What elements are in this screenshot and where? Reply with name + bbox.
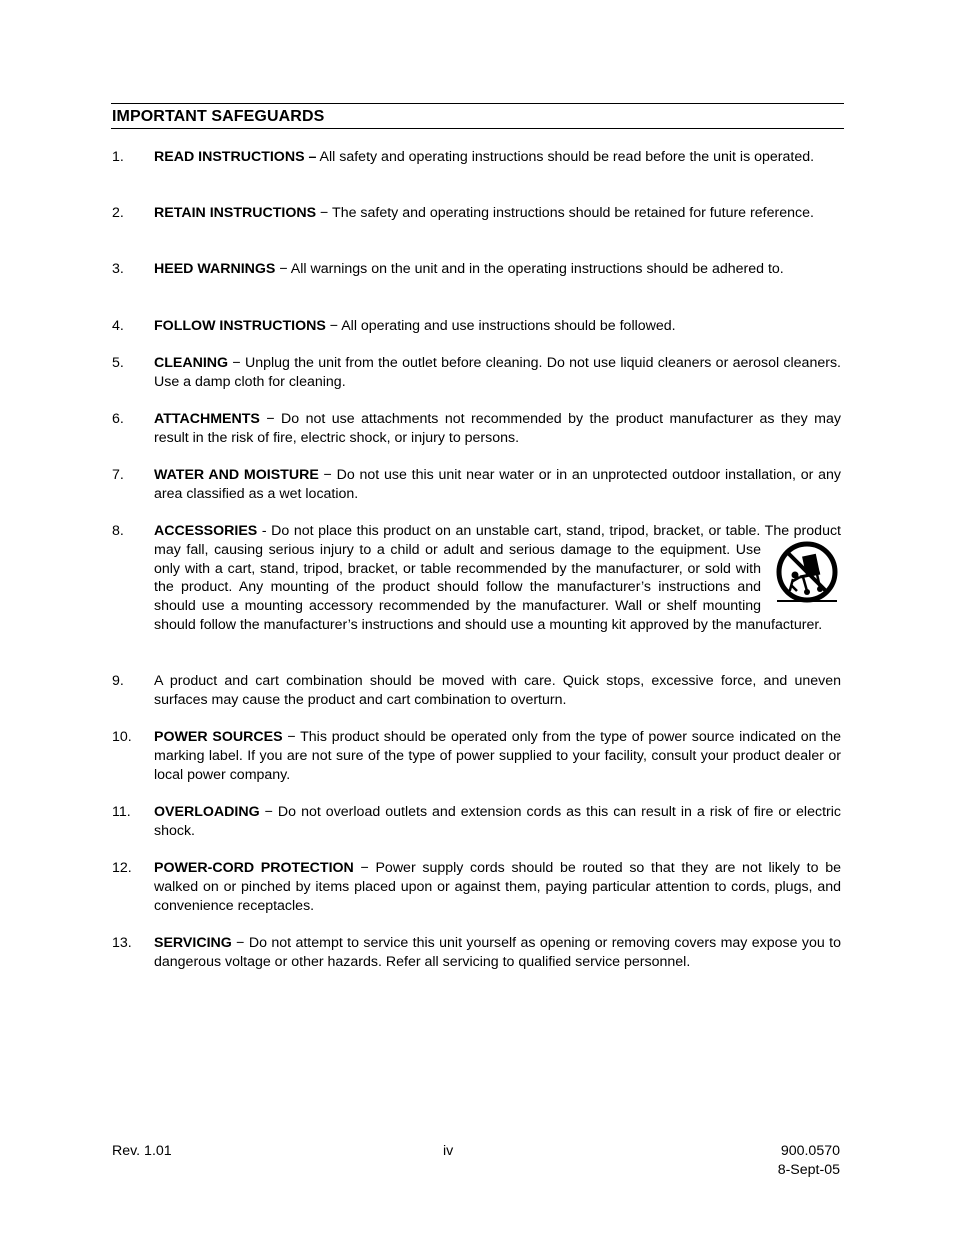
page-title: IMPORTANT SAFEGUARDS [112,108,325,125]
item-body [154,672,841,710]
safeguard-item-1 [112,148,841,167]
item-heading: ATTACHMENTS [154,411,260,427]
item-text: All safety and operating instructions should be read before the unit is operated. [316,149,815,165]
item-heading: CLEANING [154,355,229,371]
item-number: 1. [112,149,124,165]
item-body [154,148,841,167]
item-heading: POWER-CORD PROTECTION [154,860,354,876]
item-number: 4. [112,318,124,334]
item-body [154,204,841,223]
item-heading: WATER AND MOISTURE [154,467,319,483]
safeguard-item-7 [112,466,841,504]
safeguard-item-3 [112,260,841,279]
item-text: - Do not place this product on an unstable cart, stand, tripod, bracket, or table. The product may fall, causing serious injury to a child or adult and serious damage to the equipment. Use only with a cart, stand, tripod, bracket, or table recommended by the manufacturer, or sold with the product. Any mounting of the product should follow the manufacturer’s instructions and should use a mounting accessory recommended by the manufacturer. Wall or shelf mounting should follow the manufacturer’s instructions and should use a mounting kit approved by the manufacturer. [154,523,841,633]
item-text: − All warnings on the unit and in the operating instructions should be adhered to. [275,261,784,277]
item-text: − All operating and use instructions should be followed. [325,318,676,334]
item-heading: READ INSTRUCTIONS – [154,149,317,165]
safeguard-item-2 [112,204,841,223]
item-text: − Unplug the unit from the outlet before cleaning. Do not use liquid cleaners or aerosol cleaners. Use a damp cloth for cleaning. [154,355,841,390]
item-text: − Do not use attachments not recommended by the product manufacturer as they may result in the risk of fire, electric shock, or injury to persons. [154,411,841,446]
item-body [154,934,841,972]
item-number: 8. [112,523,124,539]
item-number: 9. [112,673,124,689]
footer-doc-number: 900.0570 [780,1143,840,1159]
item-body [154,354,841,392]
item-body [154,728,841,784]
safeguard-item-4 [112,317,841,336]
item-body [154,859,841,915]
item-number: 3. [112,261,124,277]
item-number: 6. [112,411,124,427]
footer-page-number: iv [443,1143,454,1159]
item-number: 11. [112,804,131,820]
footer-doc-info [778,1142,840,1180]
item-heading: HEED WARNINGS [154,261,276,277]
item-text: − Do not attempt to service this unit yourself as opening or removing covers may expose you to dangerous voltage or other hazards. Refer all servicing to qualified service personnel. [154,935,841,970]
safeguard-item-10 [112,728,841,784]
item-heading: RETAIN INSTRUCTIONS [154,205,317,221]
item-number: 10. [112,729,132,745]
item-text: − This product should be operated only from the type of power source indicated on the marking label. If you are not sure of the type of power supplied to your facility, consult your product dealer or local power company. [154,729,841,783]
safeguard-item-11 [112,803,841,841]
item-text: − Power supply cords should be routed so that they are not likely to be walked on or pinched by items placed upon or against them, paying particular attention to cords, plugs, and convenience receptacles. [154,860,841,914]
item-heading: ACCESSORIES [154,523,258,539]
cart-tip-over-warning-icon [773,541,841,605]
item-body [154,466,841,504]
item-number: 5. [112,355,124,371]
footer-date: 8-Sept-05 [777,1161,840,1178]
item-number: 7. [112,467,124,483]
item-number: 2. [112,205,124,221]
item-body [154,803,841,841]
section-header [111,103,844,129]
safeguard-item-6 [112,410,841,448]
item-text: − Do not overload outlets and extension cords as this can result in a risk of fire or electric shock. [154,804,841,839]
safeguard-item-5 [112,354,841,392]
safeguard-item-9 [112,672,841,710]
item-heading: SERVICING [154,935,232,951]
item-text: A product and cart combination should be moved with care. Quick stops, excessive force, and uneven surfaces may cause the product and cart combination to overturn. [154,673,841,708]
safeguard-item-12 [112,859,841,915]
item-heading: FOLLOW INSTRUCTIONS [154,318,326,334]
item-body [154,410,841,448]
item-text: − The safety and operating instructions should be retained for future reference. [316,205,814,221]
item-heading: POWER SOURCES [154,729,283,745]
item-heading: OVERLOADING [154,804,260,820]
safeguard-item-8 [112,522,841,635]
item-body [154,317,841,336]
item-text: − Do not use this unit near water or in an unprotected outdoor installation, or any area classified as a wet location. [154,467,841,502]
safeguard-item-13 [112,934,841,972]
footer-revision: Rev. 1.01 [112,1143,172,1159]
item-number: 12. [112,860,132,876]
item-body [154,260,841,279]
item-number: 13. [112,935,132,951]
item-body [154,522,841,635]
